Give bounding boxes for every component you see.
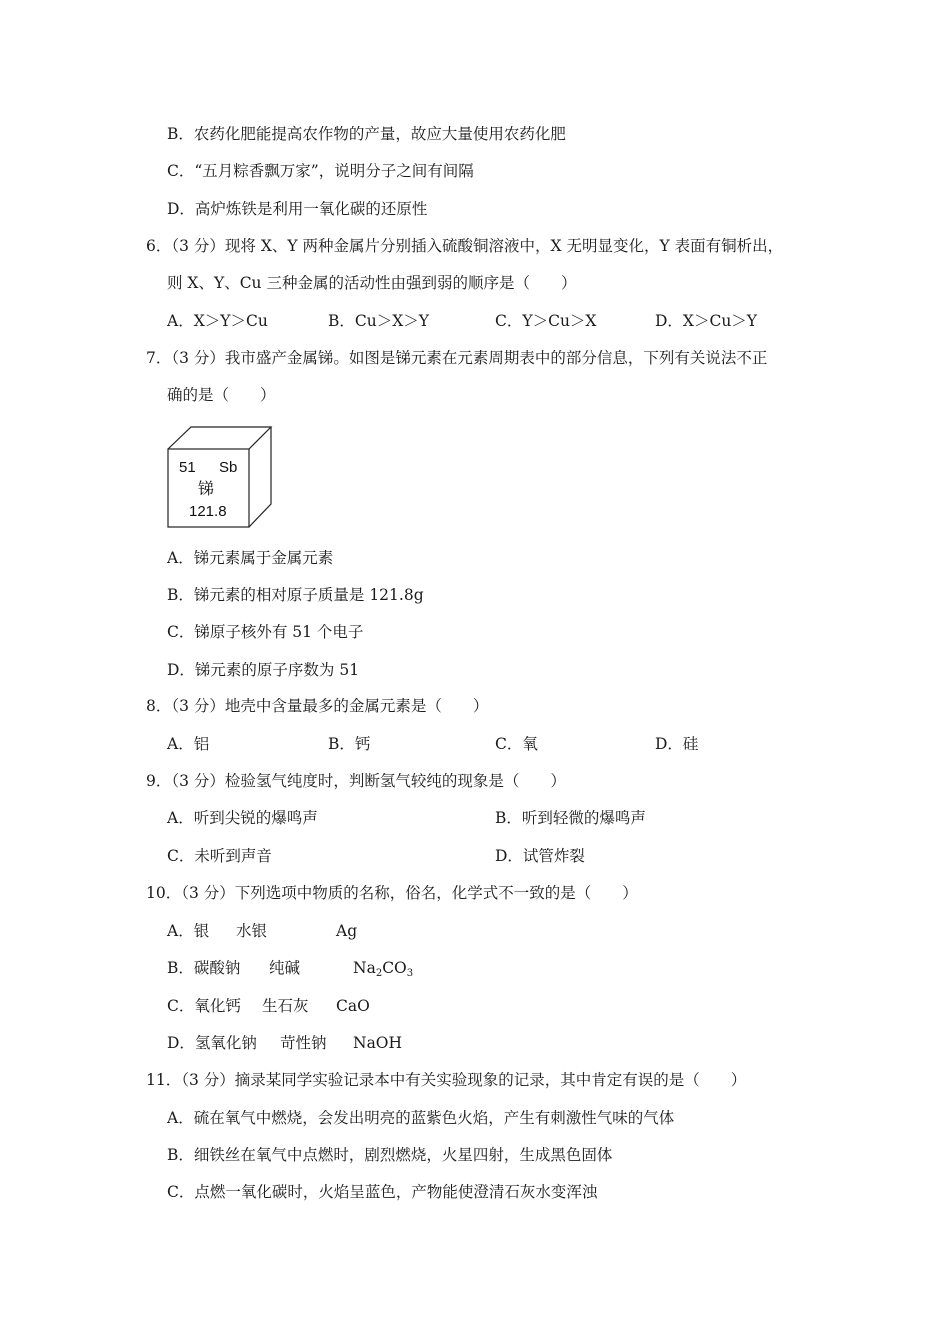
q7-stem-line1: 7．（3 分）我市盛产金属锑。如图是锑元素在元素周期表中的部分信息，下列有关说法不正 [146,349,768,367]
q7-option-a: A．锑元素属于金属元素 [167,549,334,567]
q10-stem: 10．（3 分）下列选项中物质的名称，俗名，化学式不一致的是（ ） [146,884,638,902]
q10-option-a-label: A．银 [167,922,210,940]
q6-option-d: D．X＞Cu＞Y [655,312,758,330]
q7-option-d: D．锑元素的原子序数为 51 [167,661,360,679]
q10-option-c-label: C．氧化钙 [167,997,241,1015]
element-atomic-number: 51 [179,459,196,476]
element-symbol: Sb [219,459,238,476]
q11-option-c: C．点燃一氧化碳时，火焰呈蓝色，产物能使澄清石灰水变浑浊 [167,1183,598,1201]
q8-option-c: C．氧 [495,735,538,753]
q10-option-c-formula: CaO [336,997,370,1015]
q6-option-a: A．X＞Y＞Cu [167,312,268,330]
q8-stem: 8．（3 分）地壳中含量最多的金属元素是（ ） [146,697,489,715]
formula-co: CO [382,959,407,977]
q7-stem-line2: 确的是（ ） [167,386,276,404]
q10-option-a-common: 水银 [236,922,268,940]
element-atomic-mass: 121.8 [189,503,227,520]
q10-option-d-label: D．氢氧化钠 [167,1034,257,1052]
formula-sub-2: 2 [375,968,383,979]
q11-option-b: B．细铁丝在氧气中点燃时，剧烈燃烧，火星四射，生成黑色固体 [167,1146,613,1164]
q10-option-d-common: 苛性钠 [280,1034,327,1052]
q11-option-a: A．硫在氧气中燃烧，会发出明亮的蓝紫色火焰，产生有刺激性气味的气体 [167,1109,675,1127]
element-cell-figure [167,426,273,528]
q5-option-d: D．高炉炼铁是利用一氧化碳的还原性 [167,200,428,218]
q7-option-b: B．锑元素的相对原子质量是 121.8g [167,586,424,604]
q5-option-b: B．农药化肥能提高农作物的产量，故应大量使用农药化肥 [167,125,566,143]
q9-option-c: C．未听到声音 [167,847,272,865]
q6-option-b: B．Cu＞X＞Y [328,312,429,330]
q10-option-a-formula: Ag [336,922,358,940]
q6-stem-line2: 则 X、Y、Cu 三种金属的活动性由强到弱的顺序是（ ） [167,274,577,292]
q6-stem-line1: 6．（3 分）现将 X、Y 两种金属片分别插入硫酸铜溶液中，X 无明显变化，Y 表面有铜析出， [146,237,784,255]
q9-option-d: D．试管炸裂 [495,847,585,865]
q9-stem: 9．（3 分）检验氢气纯度时，判断氢气较纯的现象是（ ） [146,772,566,790]
q10-option-d-formula: NaOH [353,1034,403,1052]
q9-option-a: A．听到尖锐的爆鸣声 [167,809,318,827]
q10-option-b-label: B．碳酸钠 [167,959,241,977]
q8-option-b: B．钙 [328,735,371,753]
q6-option-c: C．Y＞Cu＞X [495,312,597,330]
q10-option-b-common: 纯碱 [269,959,301,977]
q8-option-a: A．铝 [167,735,210,753]
q10-option-b-formula [353,958,413,978]
q5-option-c: C．“五月粽香飘万家”，说明分子之间有间隔 [167,162,474,180]
element-name: 锑 [198,481,215,498]
q11-stem: 11．（3 分）摘录某同学实验记录本中有关实验现象的记录，其中肯定有误的是（ ） [146,1071,747,1089]
q7-option-c: C．锑原子核外有 51 个电子 [167,623,364,641]
formula-sub-3: 3 [406,968,414,979]
q9-option-b: B．听到轻微的爆鸣声 [495,809,646,827]
q8-option-d: D．硅 [655,735,699,753]
q10-option-a [167,921,209,941]
q10-option-c-common: 生石灰 [262,997,309,1015]
formula-na: Na [353,959,376,977]
